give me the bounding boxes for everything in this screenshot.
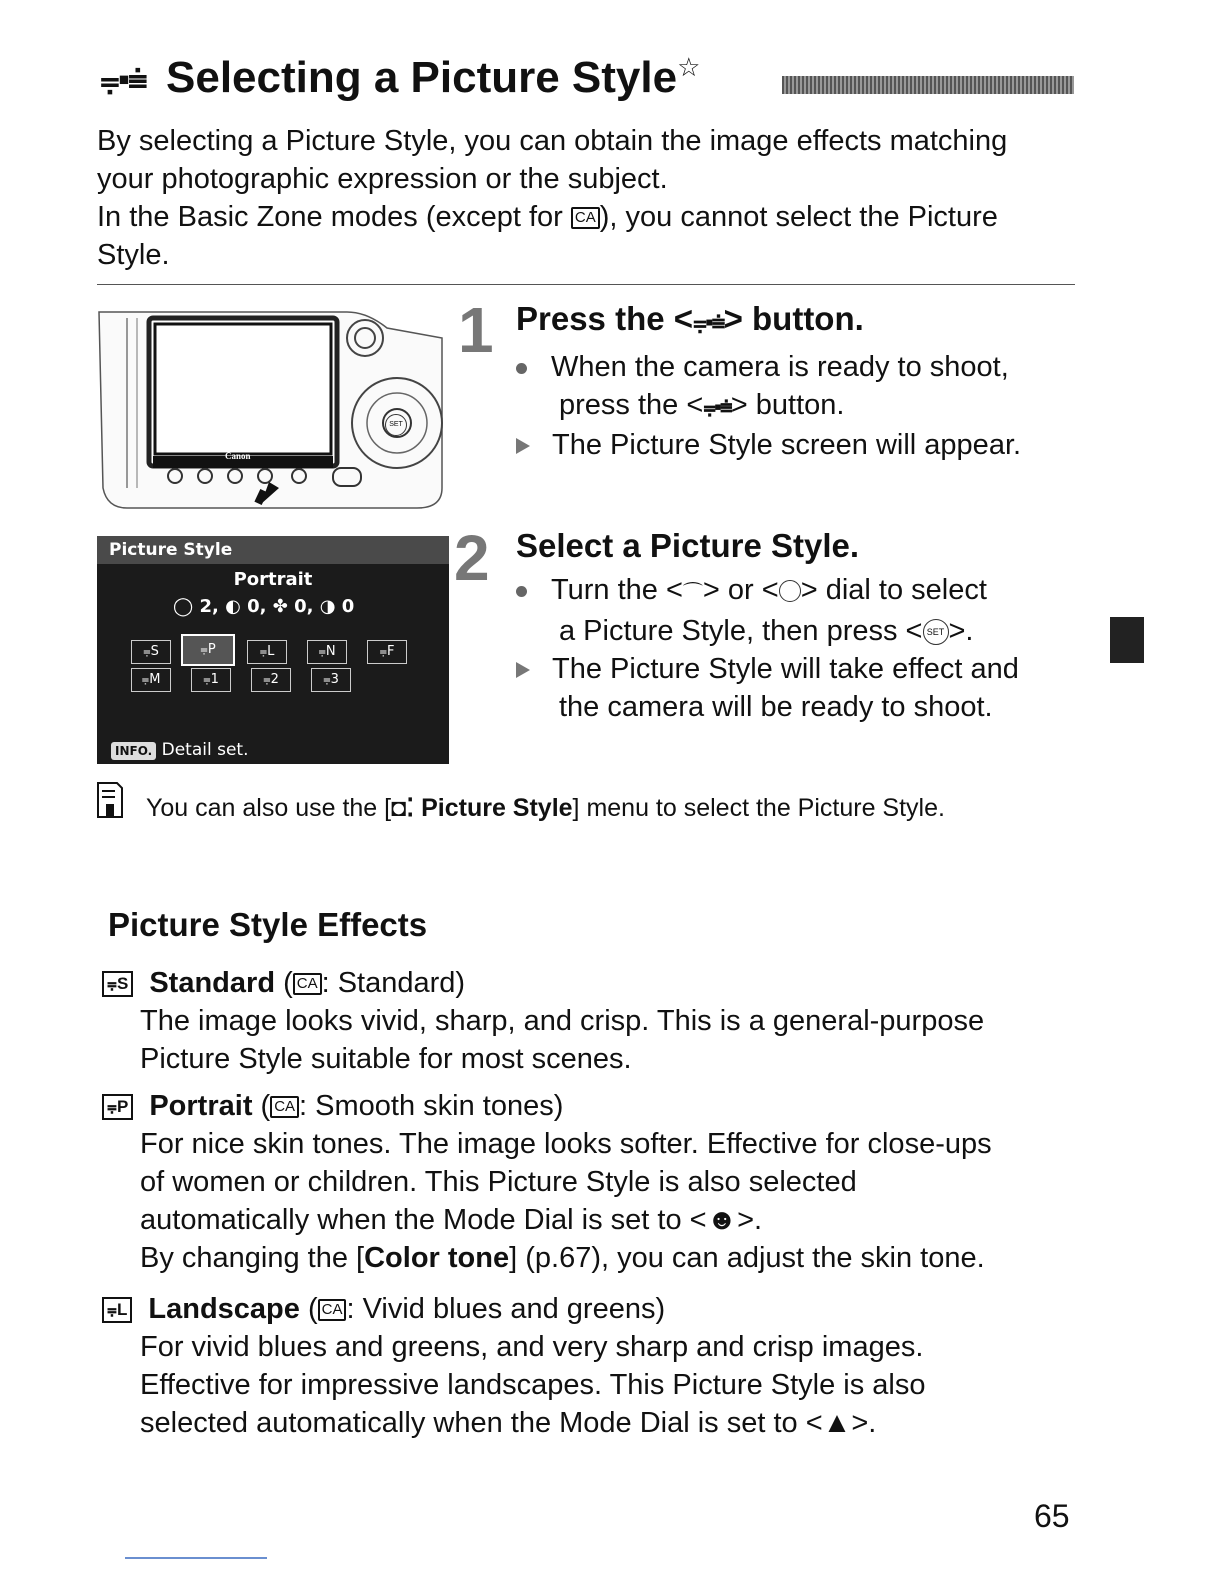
step-2-title: Select a Picture Style. bbox=[516, 527, 860, 564]
step-1-bullet-cont: press the <⩦▪⩧> button. bbox=[559, 389, 845, 421]
picture-style-icon: ⩦▪⩧ bbox=[703, 394, 731, 419]
effect-standard bbox=[102, 964, 1102, 1078]
screen-params: ◯ 2, ◐ 0, ✤ 0, ◑ 0 bbox=[173, 596, 355, 617]
step-2-result-cont: the camera will be ready to shoot. bbox=[559, 691, 993, 723]
note-text: You can also use the [◘⁚ Picture Style] menu to select the Picture Style. bbox=[146, 794, 945, 822]
standard-style-icon: ⩦S bbox=[102, 971, 133, 997]
step-2 bbox=[516, 527, 1086, 726]
screen-header: Picture Style bbox=[97, 536, 449, 564]
result-arrow-icon bbox=[516, 438, 530, 454]
bullet-icon bbox=[516, 586, 527, 597]
step-2-bullet-cont: a Picture Style, then press < SET >. bbox=[559, 615, 974, 647]
step-1-bullet: When the camera is ready to shoot, bbox=[516, 348, 1086, 386]
camera-drawing bbox=[97, 308, 445, 512]
effect-portrait-title: ⩦P Portrait ( CA : Smooth skin tones) bbox=[102, 1087, 1102, 1125]
ca-icon: CA bbox=[571, 207, 600, 229]
style-landscape-option[interactable]: ⩦L bbox=[247, 640, 287, 664]
style-user-3-option[interactable]: ⩦3 bbox=[311, 668, 351, 692]
style-faithful-option[interactable]: ⩦F bbox=[367, 640, 407, 664]
result-arrow-icon bbox=[516, 662, 530, 678]
quick-control-dial-icon bbox=[779, 580, 801, 602]
style-user-1-option[interactable]: ⩦1 bbox=[191, 668, 231, 692]
divider bbox=[97, 284, 1075, 285]
ca-icon: CA bbox=[270, 1096, 299, 1118]
star-icon: ☆ bbox=[677, 52, 701, 82]
effect-portrait bbox=[102, 1087, 1102, 1277]
step-2-number: 2 bbox=[454, 522, 490, 594]
step-1-number: 1 bbox=[458, 294, 494, 366]
page-number: 65 bbox=[1034, 1498, 1070, 1534]
portrait-mode-icon: ☻ bbox=[706, 1204, 738, 1236]
set-button-icon: SET bbox=[923, 619, 949, 645]
bullet-icon bbox=[516, 363, 527, 374]
landscape-style-icon: ⩦L bbox=[102, 1297, 132, 1323]
screen-style-row-2 bbox=[131, 668, 351, 692]
set-button-icon: SET bbox=[385, 414, 407, 436]
section-tab-marker bbox=[1110, 617, 1144, 663]
intro-line-4: Style. bbox=[97, 239, 170, 271]
picture-style-icon: ⩦▪⩧ bbox=[693, 309, 724, 336]
screen-selected-style: Portrait bbox=[233, 569, 313, 590]
landscape-mode-icon: ▲ bbox=[822, 1407, 852, 1439]
ca-icon: CA bbox=[293, 973, 322, 995]
sharpness-icon: ◯ bbox=[173, 596, 194, 617]
step-2-bullet: Turn the <⌒> or < > dial to select bbox=[516, 571, 1086, 612]
intro-line-2: your photographic expression or the subject. bbox=[97, 163, 668, 195]
step-1-title: Press the <⩦▪⩧> button. bbox=[516, 300, 864, 337]
detail-set-label: Detail set. bbox=[161, 740, 249, 760]
effect-portrait-body: For nice skin tones. The image looks softer. Effective for close-ups of women or children. This Picture Style is also selected automatically when the Mode Dial is set to <☻>. By changing the [Color tone] (p.67), you can adjust the skin tone. bbox=[140, 1128, 992, 1274]
picture-style-screen bbox=[97, 536, 449, 764]
shooting-menu-icon: ◘⁚ bbox=[391, 794, 422, 822]
title-text: Selecting a Picture Style bbox=[166, 52, 678, 102]
style-monochrome-option[interactable]: ⩦M bbox=[131, 668, 171, 692]
camera-back-illustration bbox=[97, 308, 445, 512]
main-dial-icon: ⌒ bbox=[682, 582, 703, 604]
title-bar bbox=[782, 76, 1074, 94]
page-title bbox=[100, 52, 700, 103]
step-1 bbox=[516, 300, 1086, 464]
intro-line-1: By selecting a Picture Style, you can obtain the image effects matching bbox=[97, 125, 1008, 157]
saturation-icon: ✤ bbox=[272, 596, 288, 617]
effect-standard-title: ⩦S Standard ( CA : Standard) bbox=[102, 964, 1102, 1002]
picture-style-icon: ⩦▪⩧ bbox=[100, 60, 146, 99]
ca-icon: CA bbox=[318, 1299, 347, 1321]
contrast-icon: ◐ bbox=[225, 596, 241, 617]
effect-standard-body: The image looks vivid, sharp, and crisp. This is a general-purpose Picture Style suitable for most scenes. bbox=[140, 1005, 985, 1075]
note-icon bbox=[97, 782, 123, 818]
effect-landscape-body: For vivid blues and greens, and very sharp and crisp images. Effective for impressive landscapes. This Picture Style is also selected automatically when the Mode Dial is set to <▲>. bbox=[140, 1331, 926, 1439]
style-standard-option[interactable]: ⩦S bbox=[131, 640, 171, 664]
color-tone-icon: ◑ bbox=[319, 596, 336, 617]
style-user-2-option[interactable]: ⩦2 bbox=[251, 668, 291, 692]
footer-rule bbox=[125, 1557, 267, 1559]
effect-landscape bbox=[102, 1290, 1102, 1442]
portrait-style-icon: ⩦P bbox=[102, 1094, 133, 1120]
intro-line-3: In the Basic Zone modes (except for CA ), you cannot select the Picture bbox=[97, 201, 998, 233]
screen-style-row-1 bbox=[131, 634, 407, 666]
step-2-result: The Picture Style will take effect and bbox=[516, 650, 1086, 688]
style-neutral-option[interactable]: ⩦N bbox=[307, 640, 347, 664]
step-1-result: The Picture Style screen will appear. bbox=[516, 426, 1086, 464]
effects-heading: Picture Style Effects bbox=[108, 906, 428, 943]
info-button-label[interactable]: INFO. bbox=[111, 742, 156, 760]
effect-landscape-title: ⩦L Landscape ( CA : Vivid blues and greens) bbox=[102, 1290, 1102, 1328]
camera-brand: Canon bbox=[225, 451, 251, 461]
intro-text bbox=[97, 122, 1097, 274]
style-portrait-option[interactable]: ⩦P bbox=[181, 634, 235, 666]
screen-footer bbox=[111, 740, 248, 760]
